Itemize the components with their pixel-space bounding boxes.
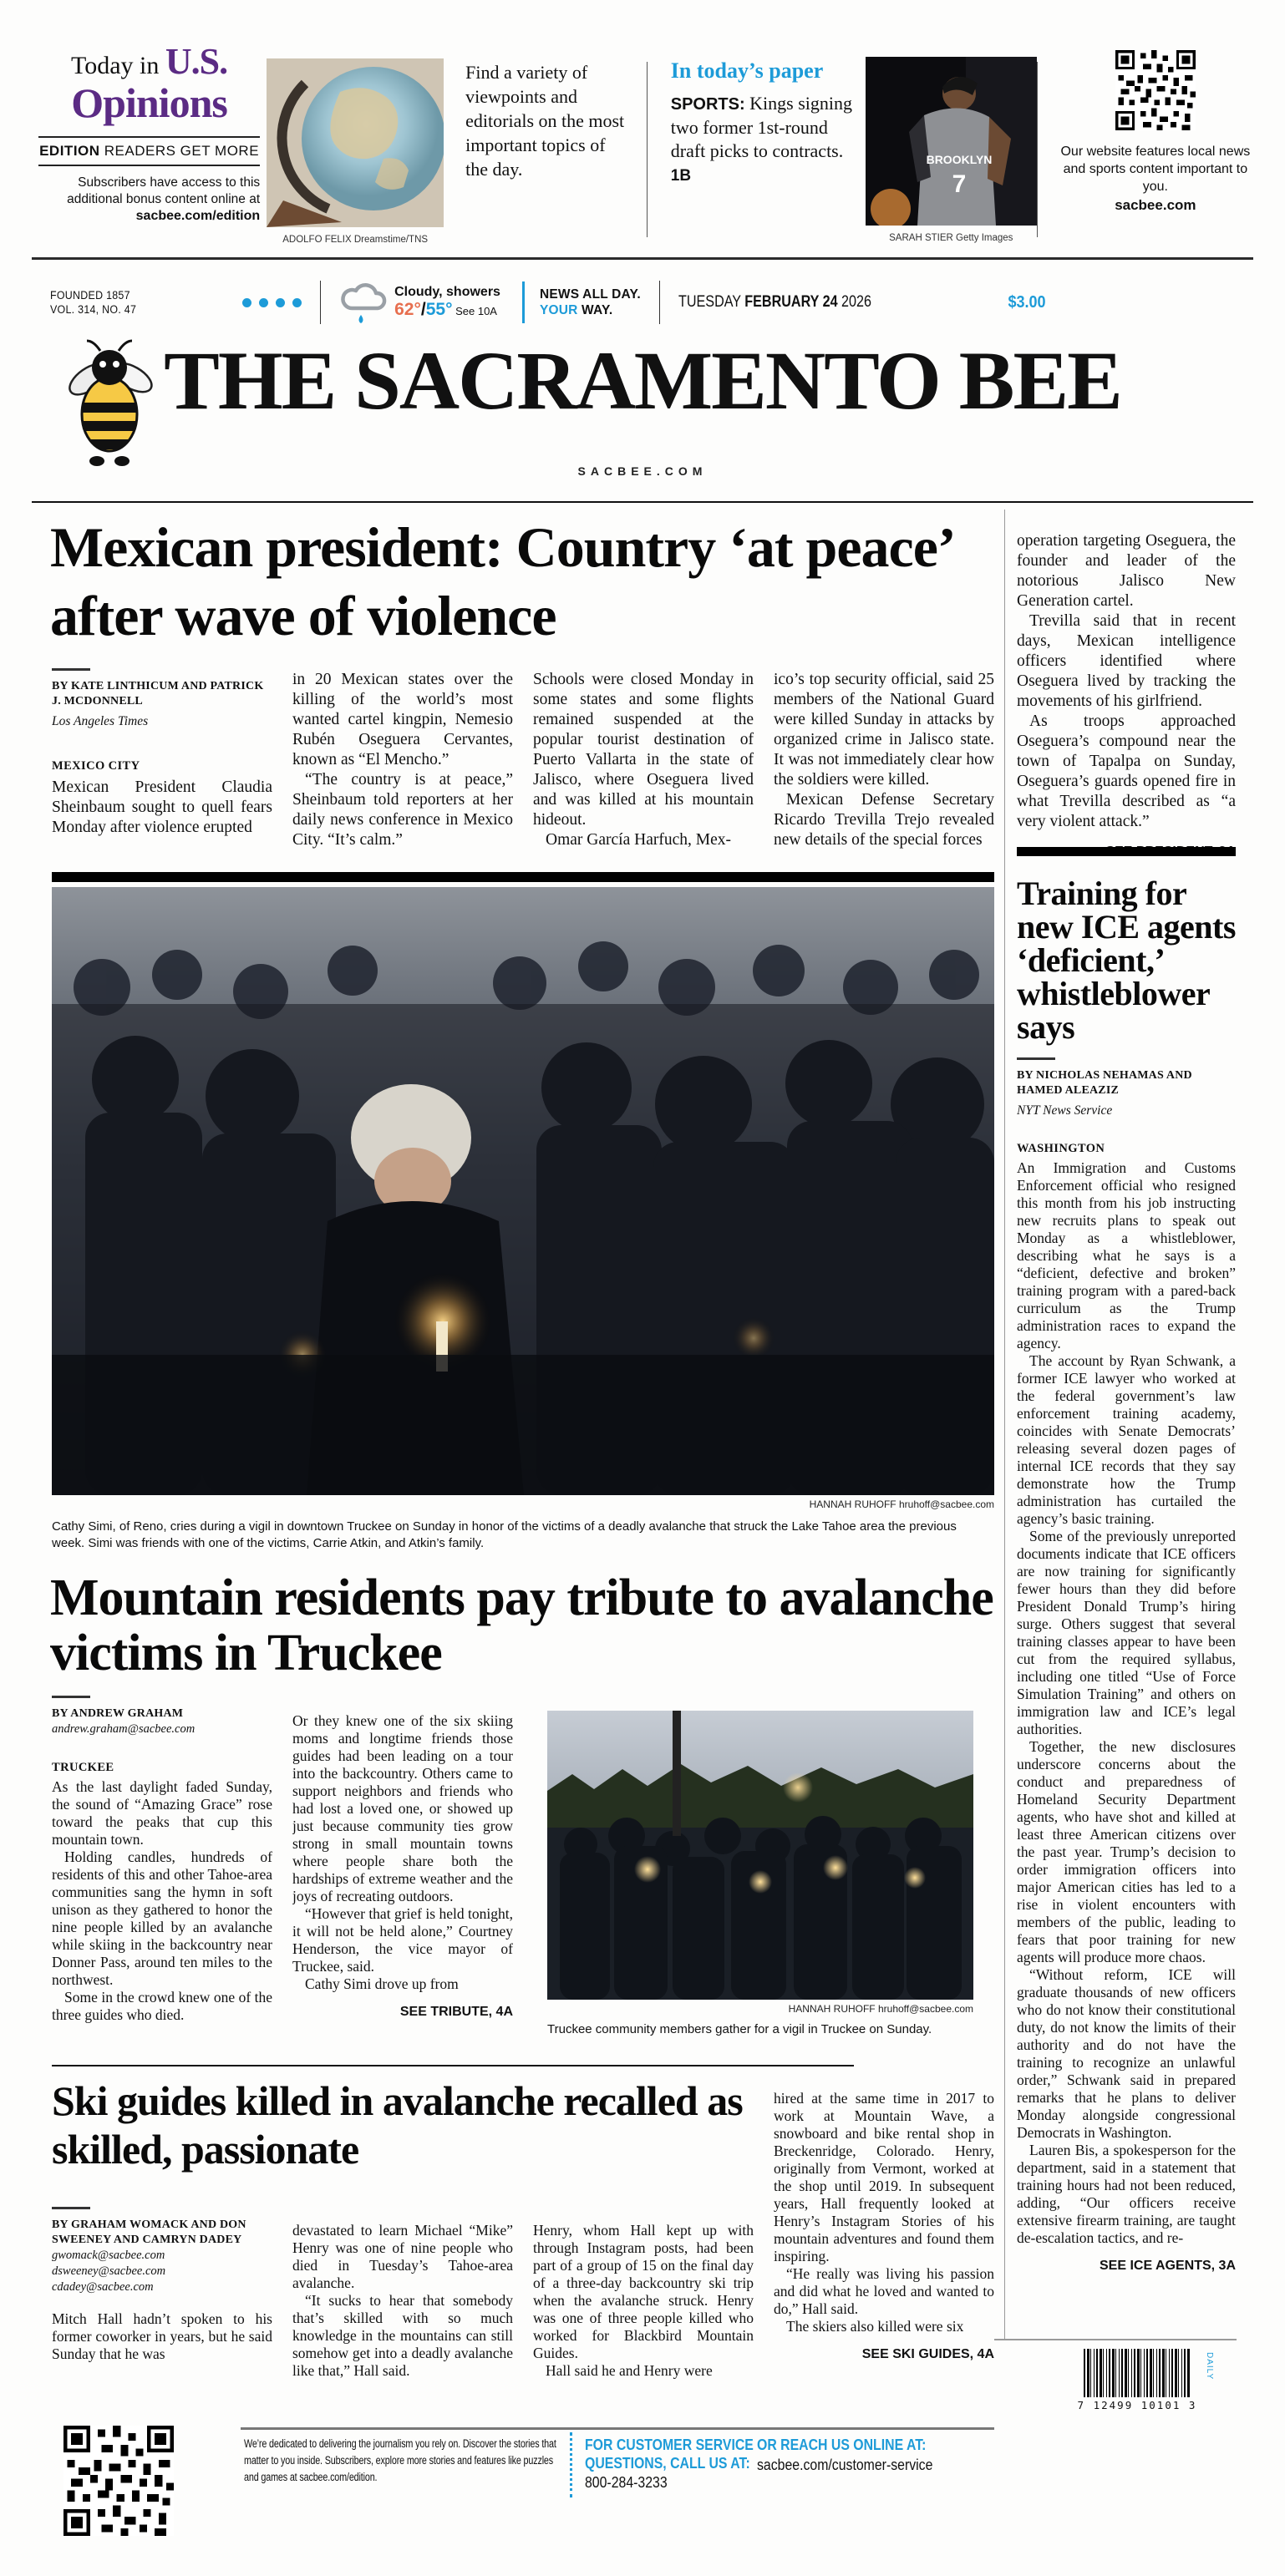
weather-condition: Cloudy, showers xyxy=(394,285,500,299)
website-url: sacbee.com xyxy=(1115,197,1196,213)
lead-col-3 xyxy=(533,670,754,872)
lead-jump-col xyxy=(1017,531,1236,855)
paragraph: Schools were closed Monday in some states and some flights remained suspended at the popular tourist destination of Puerto Vallarta in the state of Jalisco, where Oseguera lived and was killed at his mountain hideout. xyxy=(533,671,754,829)
secondary-photo-credit: HANNAH RUHOFF hruhoff@sacbee.com xyxy=(788,2003,973,2015)
online-service-url: sacbee.com/customer-service xyxy=(757,2457,933,2473)
ski-section-rule xyxy=(52,2065,854,2066)
weather-temps xyxy=(394,300,500,320)
promo-today-in xyxy=(32,40,267,83)
rail-divider-bar xyxy=(1017,847,1236,856)
tagline-your: YOUR xyxy=(539,303,578,317)
ski-col-1 xyxy=(52,2207,272,2424)
paragraph: As the last daylight faded Sunday, the sound of “Amazing Grace” rose toward the peaks that cup this mountain town. xyxy=(52,1778,272,1848)
issue-price: $3.00 xyxy=(1008,292,1046,312)
tribute-col1-text xyxy=(52,1778,272,2024)
paragraph: ico’s top security official, said 25 members of the National Guard were killed Sunday in attacks by organized crime in Jalisco state. It was not immediately clear how the soldiers were killed. xyxy=(774,671,994,789)
paragraph: Some of the previously unreported documents indicate that ICE officers are now training for significantly fewer hours than they did before President Donald Trump’s hiring surge. Others suggest that several training classes appear to have been cut from the required syllabus, including one titled “Use of Force Simulation Training” and others on immigration law and ICE’s legal authorities. xyxy=(1017,1528,1236,1737)
ski-col4-text xyxy=(774,2090,994,2335)
edition-label: EDITION xyxy=(39,143,100,159)
tagline-block xyxy=(540,287,641,318)
sports-label: SPORTS: xyxy=(670,95,745,114)
lead-source: Los Angeles Times xyxy=(52,714,149,728)
promo-bottom-rule xyxy=(32,257,1253,260)
paragraph: operation targeting Oseguera, the founder and leader of the notorious Jalisco New Generation cartel. xyxy=(1017,532,1236,610)
vigil-photo-secondary xyxy=(547,1711,973,2000)
paragraph: Trevilla said that in recent days, Mexican intelligence officers identified where Oseguera lived by tracking the movements of his girlfriend. xyxy=(1017,612,1236,710)
ice-byline: BY NICHOLAS NEHAMAS AND HAMED ALEAZIZ xyxy=(1017,1069,1192,1097)
paragraph: Mitch Hall hadn’t spoken to his former coworker in years, but he said Sunday that he was xyxy=(52,2310,272,2362)
byline-rule xyxy=(52,2207,90,2209)
customer-service-block xyxy=(585,2436,754,2492)
footer-rule xyxy=(241,2427,994,2430)
customer-service-phone: 800-284-3233 xyxy=(585,2474,668,2491)
cs-label-line1: FOR CUSTOMER SERVICE xyxy=(585,2437,754,2453)
temp-low: 55° xyxy=(425,300,453,319)
paragraph: “However that grief is held tonight, it will not be held alone,” Courtney Henderson, the vice mayor of Truckee, said. xyxy=(292,1905,513,1975)
lead-byline: BY KATE LINTHICUM AND PATRICK J. MCDONNELL xyxy=(52,680,264,707)
promo-strip xyxy=(32,12,1253,256)
issue-year: 2026 xyxy=(837,293,871,311)
masthead-dots xyxy=(242,298,302,307)
ski-jump-ref: SEE SKI GUIDES, 4A xyxy=(861,2347,994,2361)
lead-col1-text xyxy=(52,778,272,838)
customer-service-label xyxy=(585,2436,754,2472)
ski-email-1: gwomack@sacbee.com xyxy=(52,2249,165,2262)
volume-line: VOL. 314, NO. 47 xyxy=(50,303,137,316)
jersey-team-text: BROOKLYN xyxy=(926,153,993,166)
globe-photo xyxy=(267,58,444,227)
newspaper-site-url: SACBEE.COM xyxy=(577,464,708,478)
paragraph: Omar García Harfuch, Mex- xyxy=(546,831,731,849)
main-photo-credit: HANNAH RUHOFF hruhoff@sacbee.com xyxy=(809,1498,994,1510)
rail-vertical-rule xyxy=(1004,510,1005,2339)
paragraph: “Without reform, ICE will graduate thousands of new officers who do not know their constitutional duty, do not know the limits of their authority and do not have the training to recognize an unlawful order,” Schwank said in prepared remarks that he plans to deliver Monday alongside congressional Democrats in Washington. xyxy=(1017,1966,1236,2141)
paragraph: Some in the crowd knew one of the three guides who died. xyxy=(52,1989,272,2023)
ice-jump-ref: SEE ICE AGENTS, 3A xyxy=(1100,2259,1236,2273)
subscriber-note xyxy=(32,175,267,225)
paragraph: Lauren Bis, a spokesperson for the department, said in a statement that training hours had not been reduced, adding, “Our officers receive extensive firearm training, are taught de-escalation tactics, and re- xyxy=(1017,2142,1236,2246)
tagline-line1: NEWS ALL DAY. xyxy=(539,287,641,302)
newspaper-title: THE SACRAMENTO BEE xyxy=(164,334,1121,427)
lead-headline: Mexican president: Country ‘at peace’ after wave of violence xyxy=(50,515,952,647)
masthead-row xyxy=(32,271,1253,334)
cs-label-line2: QUESTIONS, CALL US AT: xyxy=(585,2455,750,2472)
paragraph: Holding candles, hundreds of residents of this and other Tahoe-area communities sang the hymn in soft unison as they gathered to honor the nine people killed by an avalanche while skiing in the backcountry near Donner Pass, around ten miles to the northwest. xyxy=(52,1848,272,1988)
edition-banner xyxy=(38,136,260,166)
secondary-photo-caption: Truckee community members gather for a vigil in Truckee on Sunday. xyxy=(547,2022,932,2036)
tribute-jump-ref: SEE TRIBUTE, 4A xyxy=(399,2005,513,2019)
website-promo-text: Our website features local news and sports content important to you. xyxy=(1060,145,1251,194)
masthead-divider xyxy=(320,281,321,324)
ice-headline: Training for new ICE agents ‘deficient,’ whistleblower says xyxy=(1017,877,1236,1046)
paragraph: Together, the new disclosures underscore concerns about the conduct and preparedness of Homeland Security Department agents, who have shot and killed at least three American citizens over the past year. Trump’s decision to order immigration officers into major American cities has led to a rise in violent encounters with members of the public, leading to fears that poor training for new agents will produce more chaos. xyxy=(1017,1738,1236,1965)
paragraph: “He really was living his passion and did what he loved and wanted to do,” Hall said. xyxy=(774,2265,994,2317)
paragraph: “It sucks to hear that somebody that’s skilled with so much knowledge in the mountains can still somehow get into a deadly avalanche like that,” Hall said. xyxy=(292,2292,513,2379)
tagline-line2 xyxy=(540,302,641,318)
ski-col-2 xyxy=(292,2222,513,2422)
temp-slash: / xyxy=(420,300,426,319)
lead-dateline: MEXICO CITY xyxy=(52,759,140,773)
paragraph: Hall said he and Henry were xyxy=(546,2362,713,2379)
today-in-text: Today in xyxy=(71,52,165,79)
temp-high: 62° xyxy=(394,300,421,319)
tribute-col2-text xyxy=(292,1712,513,1993)
byline-rule xyxy=(52,668,90,671)
promo-middle-text: Find a variety of viewpoints and editorials on the most important topics of the day. xyxy=(465,62,625,180)
ski-byline: BY GRAHAM WOMACK AND DON SWEENEY AND CAMRYN DADEY xyxy=(52,2219,246,2246)
main-photo-caption: Cathy Simi, of Reno, cries during a vigil in downtown Truckee on Sunday in honor of the victims of a deadly avalanche that struck the Lake Tahoe area the previous week. Simi was friends with one of the victims, Carrie Atkin, and Atkin’s family. xyxy=(52,1519,957,1550)
tribute-headline: Mountain residents pay tribute to avalanche victims in Truckee xyxy=(50,1569,993,1681)
ski-col1-text xyxy=(52,2310,272,2363)
globe-photo-block xyxy=(267,58,444,256)
barcode-bars xyxy=(1084,2349,1191,2397)
ski-headline: Ski guides killed in avalanche recalled as skilled, passionate xyxy=(52,2077,743,2173)
weather-block xyxy=(339,280,500,325)
ice-article xyxy=(1017,877,1236,2280)
ski-col-3 xyxy=(533,2222,754,2422)
player-photo-credit: SARAH STIER Getty Images xyxy=(889,233,1013,243)
cloud-rain-icon xyxy=(339,280,388,325)
paragraph: Or they knew one of the six skiing moms and longtime friends those guides had been leading on a tour into the backcountry. Others came to support neighbors and friends who had lost a loved one, or showed up just because community ties grow strong in small mountain towns where people share both the hardships of extreme weather and the joys of recreating outdoors. xyxy=(292,1712,513,1904)
sports-page-ref: 1B xyxy=(670,167,692,185)
promo-opinions-block xyxy=(32,12,267,256)
ski-email-3: cdadey@sacbee.com xyxy=(52,2280,154,2294)
issue-date xyxy=(678,293,871,312)
paragraph: in 20 Mexican states over the killing of the world’s most wanted cartel kingpin, Nemesio Rubén Oseguera Cervantes, known as “El Mencho.” xyxy=(292,671,513,768)
globe-photo-credit: ADOLFO FELIX Dreamstime/TNS xyxy=(282,235,429,245)
byline-rule xyxy=(1017,1057,1055,1060)
paragraph: Mexican President Claudia Sheinbaum sought to quell fears Monday after violence erupted xyxy=(52,778,272,836)
qr-code-icon xyxy=(1115,50,1196,130)
weather-text xyxy=(394,285,500,320)
ice-source: NYT News Service xyxy=(1017,1103,1113,1118)
nameplate-rule xyxy=(32,501,1253,503)
in-todays-paper-block xyxy=(671,58,857,256)
paragraph: The account by Ryan Schwank, a former ICE lawyer who worked at the federal government’s law enforcement training academy, coincides with Senate Democrats’ releasing several dozen pages of internal ICE records that they say demonstrate how the Trump administration has curtailed the agency’s basic training. xyxy=(1017,1352,1236,1527)
section-us: U.S. xyxy=(165,41,228,82)
tribute-col-1 xyxy=(52,1696,272,2105)
paragraph: devastated to learn Michael “Mike” Henry was one of nine people who died in Tuesday’s Tahoe-area avalanche. xyxy=(292,2222,513,2291)
paragraph: Cathy Simi drove up from xyxy=(305,1975,459,1992)
vigil-photo-main xyxy=(52,887,994,1495)
barcode-rule xyxy=(994,2339,1237,2340)
promo-divider-2 xyxy=(1037,62,1038,237)
edition-url: sacbee.com/edition xyxy=(135,209,261,223)
tribute-byline-email: andrew.graham@sacbee.com xyxy=(52,1722,196,1736)
online-service-label: OR REACH US ONLINE AT: xyxy=(757,2437,927,2453)
paragraph: The skiers also killed were six xyxy=(786,2318,964,2335)
issue-barcode xyxy=(1074,2349,1200,2411)
issue-date-bold: FEBRUARY 24 xyxy=(744,293,838,311)
barcode-digits: 7 12499 10101 3 xyxy=(1077,2399,1197,2411)
sports-text: Kings signing two former 1st-round draft picks to contracts. xyxy=(670,93,853,161)
tribute-dateline: TRUCKEE xyxy=(52,1761,114,1774)
promo-divider xyxy=(647,62,648,237)
byline-rule xyxy=(52,1696,90,1698)
barcode-edition-label: DAILY xyxy=(1205,2352,1214,2381)
tribute-col-2 xyxy=(292,1712,513,2046)
ice-body-text xyxy=(1017,1159,1236,2247)
ski-email-2: dsweeney@sacbee.com xyxy=(52,2264,166,2278)
edition-rest: READERS GET MORE xyxy=(99,143,260,159)
lead-col-2 xyxy=(292,670,513,872)
ice-dateline: WASHINGTON xyxy=(1017,1142,1105,1155)
paragraph: “The country is at peace,” Sheinbaum told reporters at her daily news conference in Mexico City. “It’s calm.” xyxy=(292,771,513,849)
player-photo-block xyxy=(866,57,1037,256)
founded-block xyxy=(50,288,136,317)
ski-col-4 xyxy=(774,2090,994,2424)
online-service-block xyxy=(757,2436,978,2474)
footer-qr-code-icon xyxy=(63,2426,174,2536)
founded-line: FOUNDED 1857 xyxy=(50,289,130,302)
weather-see-ref: See 10A xyxy=(452,305,497,317)
sports-teaser xyxy=(671,92,857,188)
paragraph: Mexican Defense Secretary Ricardo Trevilla Trejo revealed new details of the special forces xyxy=(774,791,994,849)
footer-dedication-text: We’re dedicated to delivering the journalism you rely on. Discover the stories that matter to you inside. Subscribers, explore more stories and features like puzzles and games at sacbee.com/edition. xyxy=(244,2437,556,2483)
paragraph: As troops approached Oseguera’s compound near the town of Tapalpa on Sunday, Oseguera’s guards opened fire in what Trevilla described as “a very violent attack.” xyxy=(1017,712,1236,830)
tagline-way: WAY. xyxy=(577,303,613,317)
jersey-number-text: 7 xyxy=(952,170,967,198)
paragraph: hired at the same time in 2017 to work at Mountain Wave, a snowboard and bike rental shop in Breckenridge, Colorado. Henry, originally from Vermont, worked at the shop until 2019. In subsequent years, Hall frequently looked at Henry’s Instagram Stories of his mountain adventures and found them inspiring. xyxy=(774,2090,994,2264)
website-promo-block xyxy=(1058,50,1253,256)
paragraph: Henry, whom Hall kept up with through Instagram posts, had been part of a group of 15 on the final day of a three-day backcountry ski trip when the avalanche struck. Henry was one of three people killed who worked for Blackbird Mountain Guides. xyxy=(533,2222,754,2361)
basketball-player-photo xyxy=(866,57,1037,226)
subscriber-text: Subscribers have access to this additional bonus content online at xyxy=(67,175,261,206)
lead-jump-text xyxy=(1017,531,1236,832)
tribute-byline: BY ANDREW GRAHAM xyxy=(52,1707,184,1720)
masthead-divider-blue xyxy=(522,281,525,323)
in-todays-paper-label: In today’s paper xyxy=(670,58,824,83)
lead-col-1 xyxy=(52,668,272,872)
masthead-divider-2 xyxy=(659,281,660,324)
ski-byline-emails xyxy=(52,2248,272,2295)
section-divider-bar xyxy=(52,872,994,882)
footer-dotted-divider xyxy=(570,2432,572,2497)
section-opinions: Opinions xyxy=(71,79,227,126)
issue-day: TUESDAY xyxy=(678,293,745,311)
paragraph: An Immigration and Customs Enforcement official who resigned this month from his job instructing new recruits plans to speak out Monday as a whistleblower, describing what he says is a “deficient, defective and broken” training program with a pared-back curriculum as the Trump administration races to expand the agency. xyxy=(1017,1159,1236,1351)
lead-col-4 xyxy=(774,670,994,872)
